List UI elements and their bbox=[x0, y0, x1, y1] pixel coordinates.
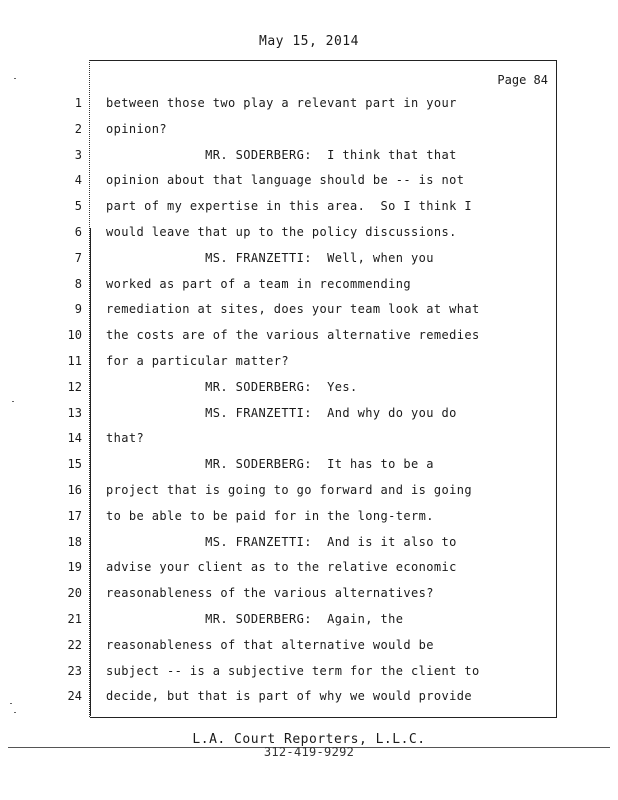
transcript-line: MR. SODERBERG: Again, the bbox=[106, 612, 404, 626]
line-number: 1 bbox=[74, 96, 82, 110]
line-number: 15 bbox=[67, 457, 82, 471]
scan-speck bbox=[14, 712, 16, 713]
transcript-line: opinion? bbox=[106, 122, 167, 136]
line-number: 20 bbox=[67, 586, 82, 600]
line-number: 12 bbox=[67, 380, 82, 394]
transcript-line: MR. SODERBERG: I think that that bbox=[106, 148, 457, 162]
line-number: 17 bbox=[67, 509, 82, 523]
transcript-line: the costs are of the various alternative remedies bbox=[106, 328, 480, 342]
line-number: 2 bbox=[74, 122, 82, 136]
transcript-line: subject -- is a subjective term for the client to bbox=[106, 664, 480, 678]
transcript-line: MS. FRANZETTI: And is it also to bbox=[106, 535, 457, 549]
line-number: 19 bbox=[67, 560, 82, 574]
transcript-line: project that is going to go forward and is going bbox=[106, 483, 472, 497]
transcript-line: MS. FRANZETTI: Well, when you bbox=[106, 251, 434, 265]
transcript-line: advise your client as to the relative economic bbox=[106, 560, 457, 574]
scan-speck bbox=[10, 703, 12, 704]
scan-speck bbox=[12, 401, 14, 402]
transcript-line: remediation at sites, does your team look at what bbox=[106, 302, 480, 316]
line-number: 3 bbox=[74, 148, 82, 162]
transcript-line: decide, but that is part of why we would provide bbox=[106, 689, 472, 703]
transcript-line: MS. FRANZETTI: And why do you do bbox=[106, 406, 457, 420]
transcript-line: to be able to be paid for in the long-term. bbox=[106, 509, 434, 523]
page-header-date: May 15, 2014 bbox=[259, 34, 359, 49]
line-number: 23 bbox=[67, 664, 82, 678]
transcript-line: that? bbox=[106, 431, 145, 445]
page-number: Page 84 bbox=[497, 73, 548, 87]
transcript-line: MR. SODERBERG: It has to be a bbox=[106, 457, 434, 471]
footer-phone: 312-419-9292 bbox=[263, 745, 355, 759]
transcript-line: reasonableness of the various alternatives? bbox=[106, 586, 434, 600]
line-number: 22 bbox=[67, 638, 82, 652]
line-number: 5 bbox=[74, 199, 82, 213]
line-number: 9 bbox=[74, 302, 82, 316]
line-number: 8 bbox=[74, 277, 82, 291]
transcript-line: for a particular matter? bbox=[106, 354, 289, 368]
transcript-line: worked as part of a team in recommending bbox=[106, 277, 411, 291]
line-number: 11 bbox=[67, 354, 82, 368]
transcript-frame-left-rule bbox=[90, 228, 91, 716]
transcript-line: part of my expertise in this area. So I think I bbox=[106, 199, 472, 213]
footer-company: L.A. Court Reporters, L.L.C. bbox=[192, 732, 426, 747]
line-number: 24 bbox=[67, 689, 82, 703]
line-number: 6 bbox=[74, 225, 82, 239]
transcript-line: between those two play a relevant part in your bbox=[106, 96, 457, 110]
scan-speck bbox=[14, 78, 16, 79]
line-number: 16 bbox=[67, 483, 82, 497]
line-number: 10 bbox=[67, 328, 82, 342]
transcript-line: MR. SODERBERG: Yes. bbox=[106, 380, 358, 394]
transcript-line: opinion about that language should be -- is not bbox=[106, 173, 465, 187]
line-number: 13 bbox=[67, 406, 82, 420]
line-number: 21 bbox=[67, 612, 82, 626]
transcript-line: reasonableness of that alternative would be bbox=[106, 638, 434, 652]
line-number: 14 bbox=[67, 431, 82, 445]
line-number: 4 bbox=[74, 173, 82, 187]
transcript-line: would leave that up to the policy discussions. bbox=[106, 225, 457, 239]
line-number: 18 bbox=[67, 535, 82, 549]
line-number: 7 bbox=[74, 251, 82, 265]
